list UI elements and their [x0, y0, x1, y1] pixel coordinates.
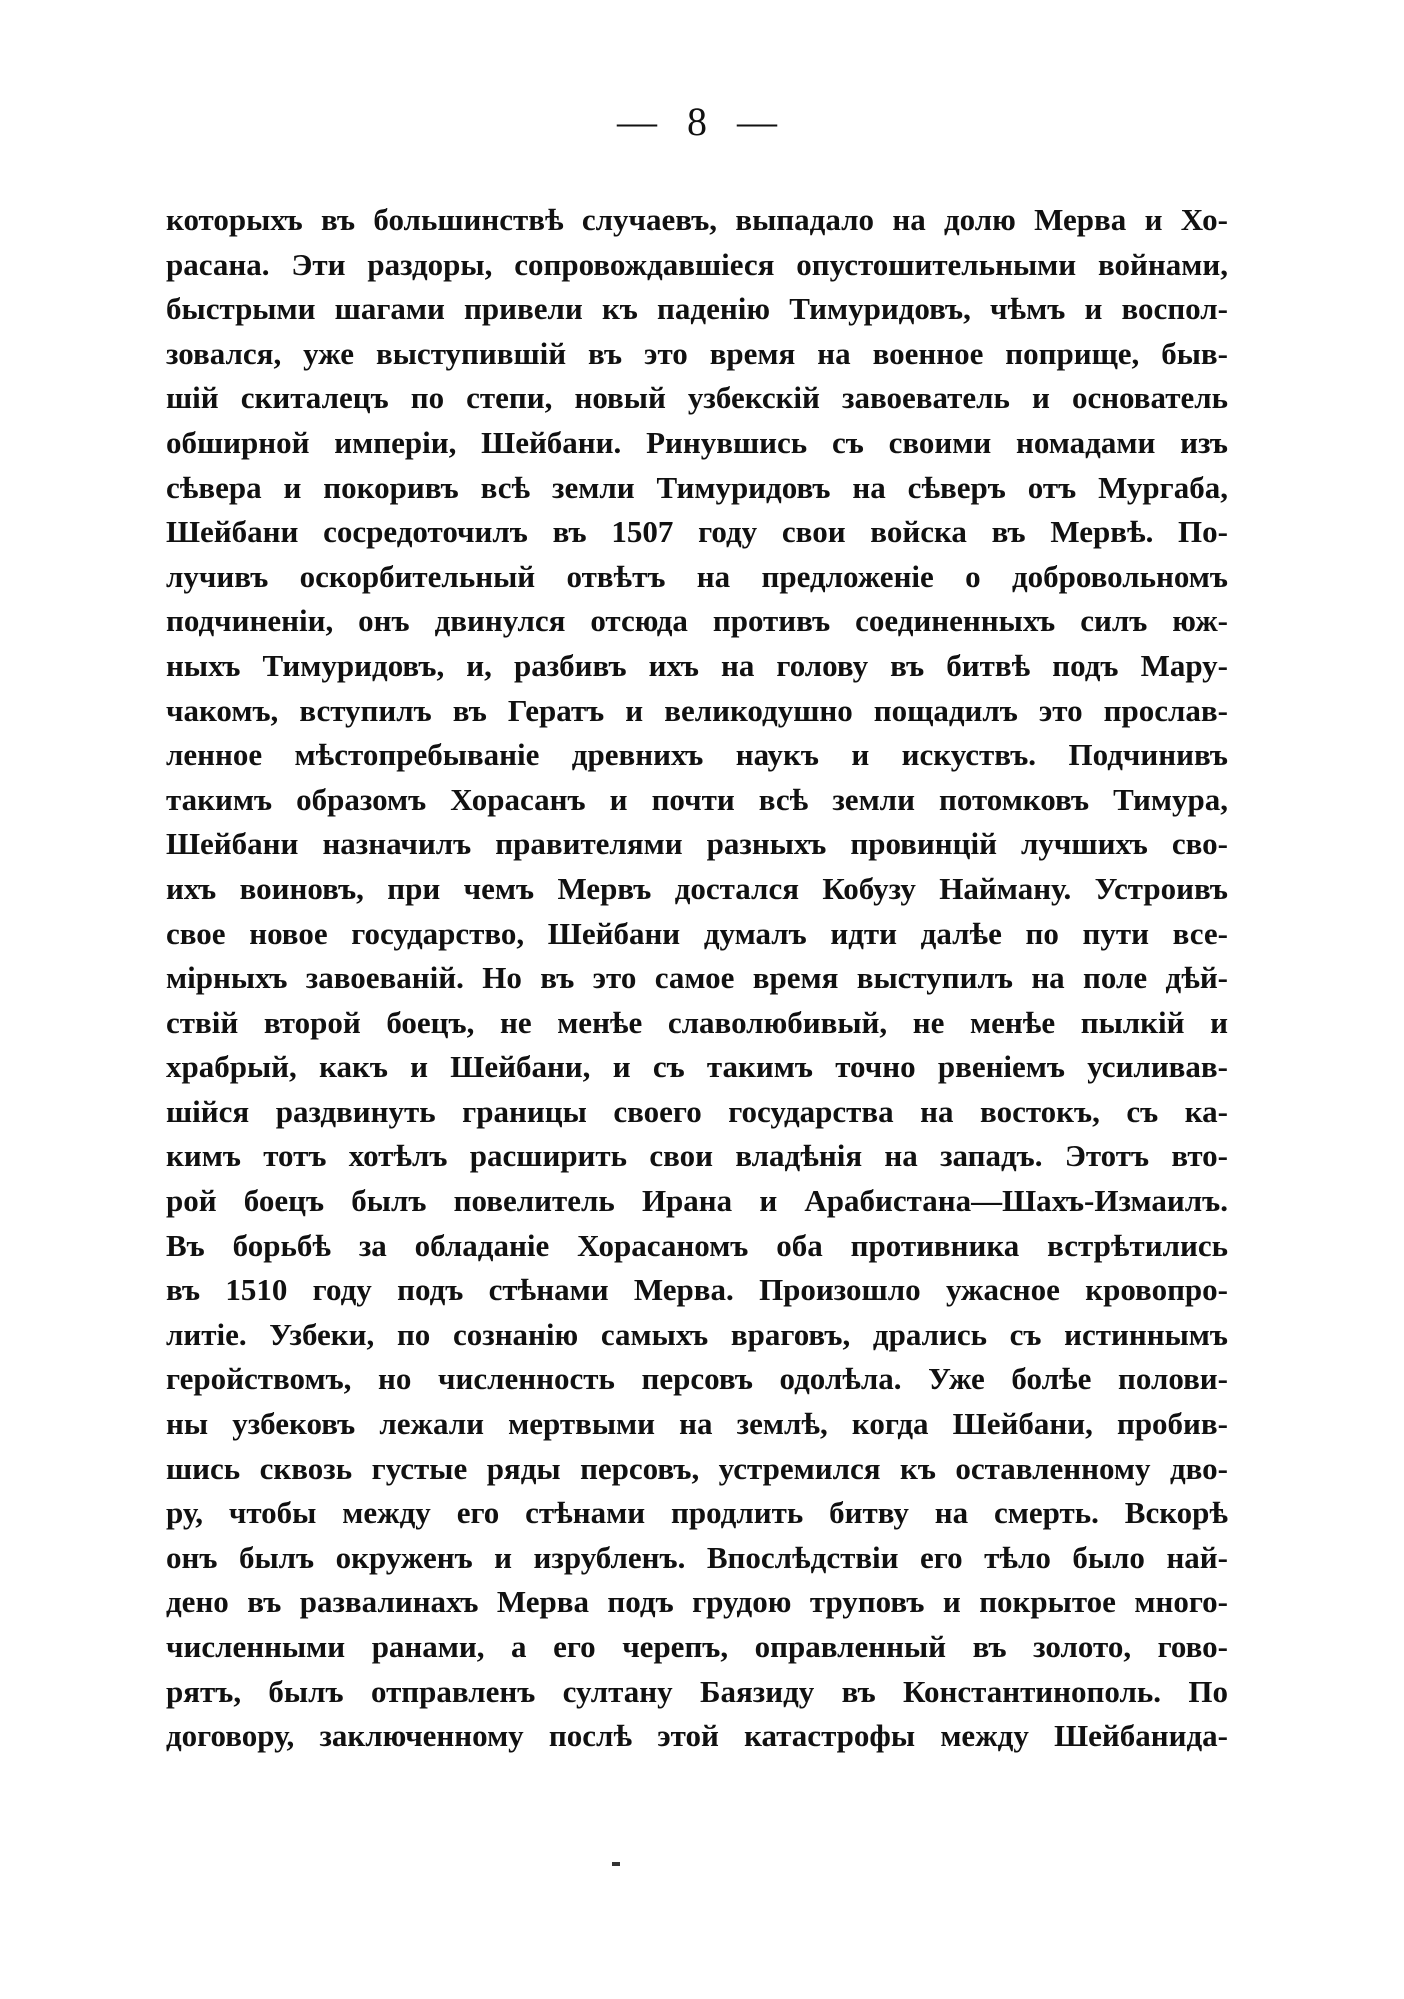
text-line	[166, 1045, 1228, 1090]
text-line-content: договору, заключенному послѣ этой катастрофы между Шейбанида-	[166, 1718, 1228, 1754]
page-mark	[612, 1862, 620, 1866]
text-line	[166, 644, 1228, 689]
text-line	[166, 1402, 1228, 1447]
text-line	[166, 332, 1228, 377]
text-line	[166, 198, 1228, 243]
text-line-content: шись сквозь густые ряды персовъ, устремился къ оставленному дво-	[166, 1450, 1228, 1486]
text-line-content: рой боецъ былъ повелитель Ирана и Арабистана—Шахъ-Измаилъ.	[166, 1183, 1228, 1219]
text-line	[166, 1179, 1228, 1224]
text-line	[166, 510, 1228, 555]
text-line-content: лучивъ оскорбительный отвѣтъ на предложеніе о добровольномъ	[166, 558, 1228, 594]
text-line-content: ру, чтобы между его стѣнами продлить битву на смерть. Вскорѣ	[166, 1495, 1228, 1531]
text-line-content: шій скиталецъ по степи, новый узбекскій завоеватель и основатель	[166, 380, 1228, 416]
text-line-content: въ 1510 году подъ стѣнами Мерва. Произошло ужасное кровопро-	[166, 1272, 1228, 1308]
text-line	[166, 1357, 1228, 1402]
text-line-content: храбрый, какъ и Шейбани, и съ такимъ точно рвеніемъ усиливав-	[166, 1049, 1228, 1085]
text-line	[166, 287, 1228, 332]
text-line	[166, 1268, 1228, 1313]
text-line-content: подчиненіи, онъ двинулся отсюда противъ соединенныхъ силъ юж-	[166, 603, 1228, 639]
text-line-content: численными ранами, а его черепъ, оправленный въ золото, гово-	[166, 1629, 1228, 1664]
text-line	[166, 1134, 1228, 1179]
text-line	[166, 599, 1228, 644]
text-line-content: чакомъ, вступилъ въ Гератъ и великодушно пощадилъ это прослав-	[166, 692, 1228, 728]
text-line-content: ихъ воиновъ, при чемъ Мервъ достался Кобузу Найману. Устроивъ	[166, 870, 1228, 906]
text-line-content: обширной имперіи, Шейбани. Ринувшись съ своими номадами изъ	[166, 424, 1228, 460]
text-line-content: кимъ тотъ хотѣлъ расширить свои владѣнія на западъ. Этотъ вто-	[166, 1138, 1228, 1174]
text-line-content: Шейбани сосредоточилъ въ 1507 году свои войска въ Мервѣ. По-	[166, 514, 1228, 550]
text-line-content: дено въ развалинахъ Мерва подъ грудою труповъ и покрытое много-	[166, 1584, 1228, 1620]
text-line-content: сѣвера и покоривъ всѣ земли Тимуридовъ на сѣверъ отъ Мургаба,	[166, 469, 1228, 505]
text-line-content: быстрыми шагами привели къ паденію Тимуридовъ, чѣмъ и воспол-	[166, 291, 1228, 327]
text-line-content: ленное мѣстопребываніе древнихъ наукъ и искуствъ. Подчинивъ	[166, 737, 1228, 773]
text-line	[166, 956, 1228, 1001]
text-line-content: Въ борьбѣ за обладаніе Хорасаномъ оба противника встрѣтились	[166, 1227, 1228, 1263]
text-line-content: зовался, уже выступившій въ это время на военное поприще, быв-	[166, 335, 1228, 371]
text-line-content: ны узбековъ лежали мертвыми на землѣ, когда Шейбани, пробив-	[166, 1406, 1228, 1442]
text-line-content: ствій второй боецъ, не менѣе славолюбивый, не менѣе пылкій и	[166, 1004, 1228, 1040]
text-line	[166, 1536, 1228, 1581]
text-line-content: такимъ образомъ Хорасанъ и почти всѣ земли потомковъ Тимура,	[166, 781, 1228, 817]
text-line	[166, 778, 1228, 823]
text-line-content: рятъ, былъ отправленъ султану Баязиду въ Константинополь. По	[166, 1673, 1228, 1709]
text-line-content: геройствомъ, но численность персовъ одолѣла. Уже болѣе полови-	[166, 1361, 1228, 1397]
text-line-content: свое новое государство, Шейбани думалъ идти далѣе по пути все-	[166, 915, 1228, 951]
text-line-content: онъ былъ окруженъ и изрубленъ. Впослѣдствіи его тѣло было най-	[166, 1539, 1228, 1575]
text-line	[166, 1714, 1228, 1759]
body-text	[166, 198, 1228, 1759]
text-line	[166, 822, 1228, 867]
text-line	[166, 689, 1228, 734]
text-line	[166, 1491, 1228, 1536]
text-line	[166, 1090, 1228, 1135]
text-line	[166, 1580, 1228, 1625]
text-line	[166, 555, 1228, 600]
text-line	[166, 1625, 1228, 1670]
text-line	[166, 1224, 1228, 1269]
text-line-content: литіе. Узбеки, по сознанію самыхъ враговъ, дрались съ истиннымъ	[166, 1316, 1228, 1352]
text-line-content: шійся раздвинуть границы своего государства на востокъ, съ ка-	[166, 1093, 1228, 1129]
text-line-content: которыхъ въ большинствѣ случаевъ, выпадало на долю Мерва и Хо-	[166, 202, 1228, 237]
text-line	[166, 466, 1228, 511]
text-line	[166, 733, 1228, 778]
text-line-content: расана. Эти раздоры, сопровождавшіеся опустошительными войнами,	[166, 246, 1228, 282]
text-line	[166, 376, 1228, 421]
text-line	[166, 1447, 1228, 1492]
text-line	[166, 1313, 1228, 1358]
text-line	[166, 421, 1228, 466]
text-line-content: ныхъ Тимуридовъ, и, разбивъ ихъ на голову въ битвѣ подъ Мару-	[166, 647, 1228, 683]
text-line-content: мірныхъ завоеваній. Но въ это самое время выступилъ на поле дѣй-	[166, 960, 1228, 996]
page-number: — 8 —	[617, 99, 787, 144]
text-line	[166, 243, 1228, 288]
text-line	[166, 1670, 1228, 1715]
text-line-content: Шейбани назначилъ правителями разныхъ провинцій лучшихъ сво-	[166, 826, 1228, 862]
text-line	[166, 867, 1228, 912]
text-line	[166, 912, 1228, 957]
text-line	[166, 1001, 1228, 1046]
